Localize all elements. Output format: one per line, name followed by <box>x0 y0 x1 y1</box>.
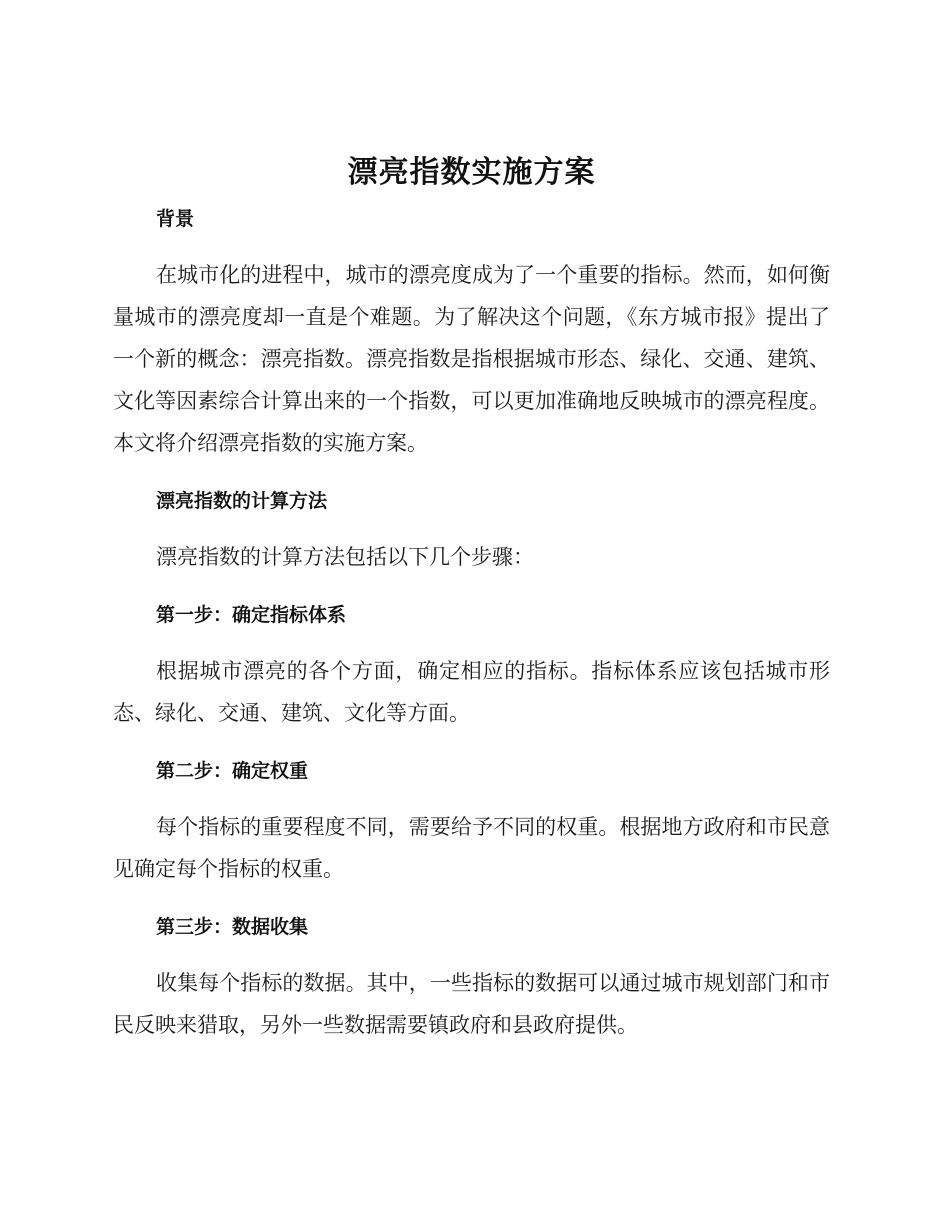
spacer <box>113 234 830 254</box>
heading-step3: 第三步：数据收集 <box>156 916 309 938</box>
paragraph-method: 漂亮指数的计算方法包括以下几个步骤： <box>156 545 534 569</box>
spacer <box>113 734 830 756</box>
spacer <box>113 890 830 912</box>
spacer <box>113 630 830 650</box>
paragraph-step1: 根据城市漂亮的各个方面，确定相应的指标。指标体系应该包括城市形态、绿化、交通、建筑、文化等方面。 <box>113 659 830 725</box>
paragraph-background: 在城市化的进程中，城市的漂亮度成为了一个重要的指标。然而，如何衡量城市的漂亮度却一直是个难题。为了解决这个问题，《东方城市报》提出了一个新的概念：漂亮指数。漂亮指数是指根据城市形态、绿化、交通、建筑、文化等因素综合计算出来的一个指数，可以更加准确地反映城市的漂亮程度。本文将介绍漂亮指数的实施方案。 <box>113 263 830 455</box>
spacer <box>113 578 830 600</box>
heading-step2: 第二步：确定权重 <box>156 760 309 782</box>
spacer <box>113 942 830 962</box>
heading-background: 背景 <box>156 208 195 230</box>
document-content <box>113 150 830 1046</box>
spacer <box>113 464 830 486</box>
heading-step1: 第一步：确定指标体系 <box>156 604 347 626</box>
paragraph-step2: 每个指标的重要程度不同，需要给予不同的权重。根据地方政府和市民意见确定每个指标的权重。 <box>113 815 830 881</box>
spacer <box>113 516 830 536</box>
paragraph-step3: 收集每个指标的数据。其中，一些指标的数据可以通过城市规划部门和市民反映来猎取，另外一些数据需要镇政府和县政府提供。 <box>113 971 830 1037</box>
document-title: 漂亮指数实施方案 <box>347 155 596 190</box>
spacer <box>113 786 830 806</box>
heading-method: 漂亮指数的计算方法 <box>156 490 328 512</box>
